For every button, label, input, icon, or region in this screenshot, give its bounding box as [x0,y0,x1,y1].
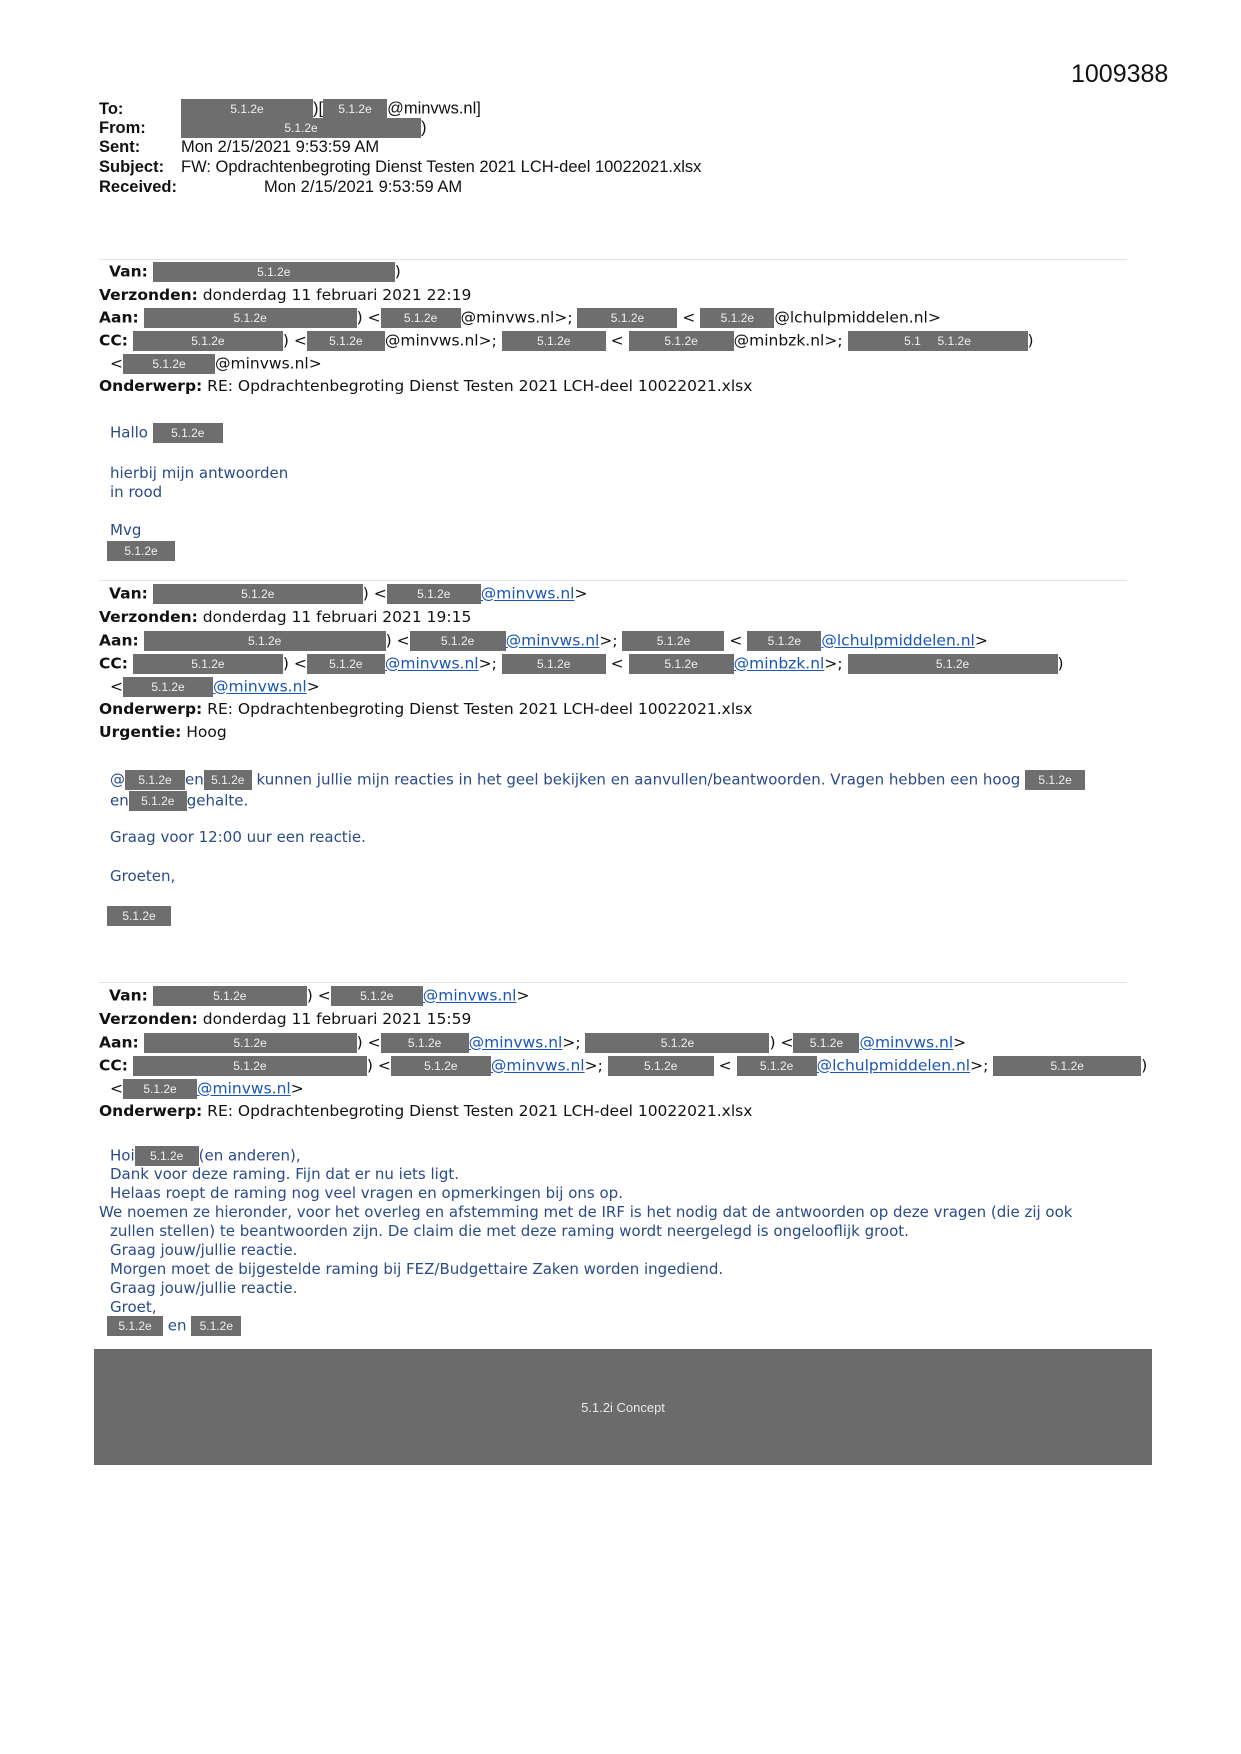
redaction-box: 5.1.2e [181,118,421,138]
email3-line6: Morgen moet de bijgestelde raming bij FEZ/Budgettaire Zaken worden ingediend. [110,1260,724,1278]
email3-line2: Helaas roept de raming nog veel vragen en opmerkingen bij ons op. [110,1184,623,1202]
email2-subject: Onderwerp: RE: Opdrachtenbegroting Dienst Testen 2021 LCH-deel 10022021.xlsx [99,700,753,718]
redaction-box: 5.1.2e [747,631,821,651]
email3-line1: Dank voor deze raming. Fijn dat er nu iets ligt. [110,1165,460,1183]
email2-urgency: Urgentie: Hoog [99,723,227,741]
redaction-box: 5.1.2e [191,1316,241,1336]
email1-greeting: Hallo 5.1.2e [110,423,223,443]
email-link[interactable]: @minvws.nl [197,1079,291,1098]
redaction-box: 5.1.2e [204,770,252,790]
email3-line5: Graag jouw/jullie reactie. [110,1241,298,1259]
redaction-box: 5.1.2e [153,423,223,443]
redaction-box: 5.1.2e [331,986,423,1006]
redaction-box: 5.1.2e [848,654,1058,674]
redaction-box: 5.1.2e [125,770,185,790]
redaction-box: 5.1.2e [629,331,734,351]
document-number: 1009388 [1071,60,1169,88]
redaction-box: 5.1.2e [502,654,606,674]
redaction-box: 5.1.2e [793,1033,859,1053]
redaction-box: 5.1.2e [585,1033,769,1053]
email-link[interactable]: @minvws.nl [480,584,575,603]
email3-to: Aan: 5.1.2e ) < 5.1.2e @minvws.nl>; 5.1.2e ) < 5.1.2e @minvws.nl> [99,1033,967,1052]
redaction-box: 5.1 5.1.2e [848,331,1028,351]
concept-redaction-label: 5.1.2i Concept [581,1399,665,1415]
email1-sent: Verzonden: donderdag 11 februari 2021 22:19 [99,286,472,304]
redaction-box: 5.1.2e [153,986,307,1006]
email3-signature: 5.1.2e en 5.1.2e [107,1316,241,1336]
email-link[interactable]: @minvws.nl [384,654,479,673]
email2-sent: Verzonden: donderdag 11 februari 2021 19:15 [99,608,472,626]
redaction-box: 5.1.2e [129,791,187,811]
redaction-box: 5.1.2e [700,308,774,328]
redaction-box: 5.1.2e [144,631,386,651]
redaction-box: 5.1.2e [307,331,385,351]
redaction-box: 5.1.2e [993,1056,1141,1076]
email-link[interactable]: @minvws.nl [505,631,600,650]
email-link[interactable]: @minvws.nl [490,1056,585,1075]
email-link[interactable]: @minvws.nl [859,1033,954,1052]
email3-from: Van: 5.1.2e ) < 5.1.2e @minvws.nl> [109,986,530,1005]
redaction-box: 5.1.2e [608,1056,714,1076]
redaction-box: 5.1.2e [181,99,313,119]
redaction-box: 5.1.2e [133,654,283,674]
email1-body-line1: hierbij mijn antwoorden [110,464,289,482]
email1-signature [107,540,175,561]
email1-to: Aan: 5.1.2e ) < 5.1.2e @minvws.nl>; 5.1.2e < 5.1.2e @lchulpmiddelen.nl> [99,308,941,327]
redaction-box: 5.1.2e [391,1056,491,1076]
email3-line4: zullen stellen) te beantwoorden zijn. De claim die met deze raming wordt neergelegd is ongelooflijk groot. [110,1222,909,1240]
redaction-box: 5.1.2e [133,331,283,351]
redaction-box: 5.1.2e [410,631,506,651]
redaction-box: 5.1.2e [135,1146,199,1166]
email3-cc: CC: 5.1.2e ) < 5.1.2e @minvws.nl>; 5.1.2e < 5.1.2e @lchulpmiddelen.nl>; 5.1.2e ) [99,1056,1148,1075]
email-link[interactable]: @lchulpmiddelen.nl [821,631,975,650]
email2-signature [107,905,171,926]
divider [99,259,1127,260]
email3-line7: Graag jouw/jullie reactie. [110,1279,298,1297]
email1-cc: CC: 5.1.2e ) < 5.1.2e @minvws.nl>; 5.1.2e < 5.1.2e @minbzk.nl>; 5.1 5.1.2e ) [99,331,1034,350]
divider [99,580,1127,581]
redaction-box: 5.1.2e [144,1033,357,1053]
header-subject: Subject: FW: Opdrachtenbegroting Dienst Testen 2021 LCH-deel 10022021.xlsx [99,158,702,176]
redaction-box: 5.1.2e [107,1316,163,1336]
header-from-label: From: [99,119,146,137]
redaction-box: 5.1.2e [381,308,461,328]
header-from-value: 5.1.2e ) [181,118,427,138]
email1-closing: Mvg [110,521,142,539]
redaction-box: 5.1.2e [123,354,215,374]
email2-cc: CC: 5.1.2e ) < 5.1.2e @minvws.nl>; 5.1.2e < 5.1.2e @minbzk.nl>; 5.1.2e ) [99,654,1064,673]
email2-body-line1: @ 5.1.2e en 5.1.2e kunnen jullie mijn reacties in het geel bekijken en aanvullen/beantwoorden. Vragen hebben een hoog 5.1.2e [110,770,1085,790]
redaction-box: 5.1.2e [387,584,481,604]
email2-to: Aan: 5.1.2e ) < 5.1.2e @minvws.nl>; 5.1.2e < 5.1.2e @lchulpmiddelen.nl> [99,631,988,650]
email1-subject: Onderwerp: RE: Opdrachtenbegroting Dienst Testen 2021 LCH-deel 10022021.xlsx [99,377,753,395]
email-link[interactable]: @minvws.nl [468,1033,563,1052]
email-link[interactable]: @lchulpmiddelen.nl [816,1056,971,1075]
redaction-box: 5.1.2e [629,654,734,674]
header-to-value: 5.1.2e )[ 5.1.2e @minvws.nl] [181,99,481,119]
email3-cc-cont: < 5.1.2e @minvws.nl> [110,1079,304,1098]
redaction-box: 5.1.2e [502,331,606,351]
email-link[interactable]: @minvws.nl [422,986,517,1005]
header-to-label: To: [99,100,124,118]
email3-greeting: Hoi 5.1.2e (en anderen), [110,1146,301,1165]
redaction-box: 5.1.2e [123,677,213,697]
email2-body-line1-cont: en 5.1.2e gehalte. [110,791,249,810]
redaction-box: 5.1.2e [133,1056,367,1076]
email2-closing: Groeten, [110,867,176,885]
redaction-box: 5.1.2e [107,906,171,926]
redaction-box: 5.1.2e [107,541,175,561]
header-received: Received: Mon 2/15/2021 9:53:59 AM [99,178,463,196]
email3-subject: Onderwerp: RE: Opdrachtenbegroting Dienst Testen 2021 LCH-deel 10022021.xlsx [99,1102,753,1120]
header-sent: Sent: Mon 2/15/2021 9:53:59 AM [99,138,380,156]
email2-body-line2: Graag voor 12:00 uur een reactie. [110,828,366,846]
redaction-box: 5.1.2e [153,262,395,282]
divider [99,982,1127,983]
redaction-box: 5.1.2e [381,1033,469,1053]
email1-cc-cont: < 5.1.2e @minvws.nl> [110,354,322,373]
email3-line8: Groet, [110,1298,157,1316]
email-link[interactable]: @minbzk.nl [733,654,825,673]
redaction-box: 5.1.2e [1025,770,1085,790]
email2-cc-cont: < 5.1.2e @minvws.nl> [110,677,320,696]
email1-body-line2: in rood [110,483,163,501]
redaction-box: 5.1.2e [307,654,385,674]
redaction-box: 5.1.2e [323,99,387,119]
redaction-box: 5.1.2e [144,308,357,328]
redaction-box: 5.1.2e [577,308,677,328]
concept-redaction-block [94,1349,1152,1465]
redaction-box: 5.1.2e [123,1079,197,1099]
redaction-box: 5.1.2e [622,631,724,651]
email3-sent: Verzonden: donderdag 11 februari 2021 15:59 [99,1010,472,1028]
email-link[interactable]: @minvws.nl [213,677,307,696]
email2-from: Van: 5.1.2e ) < 5.1.2e @minvws.nl> [109,584,588,603]
email3-line3: We noemen ze hieronder, voor het overleg en afstemming met de IRF is het nodig dat de antwoorden op deze vragen (die zij ook [99,1203,1073,1221]
email1-from: Van: 5.1.2e ) [109,262,401,281]
redaction-box: 5.1.2e [737,1056,817,1076]
redaction-box: 5.1.2e [153,584,363,604]
